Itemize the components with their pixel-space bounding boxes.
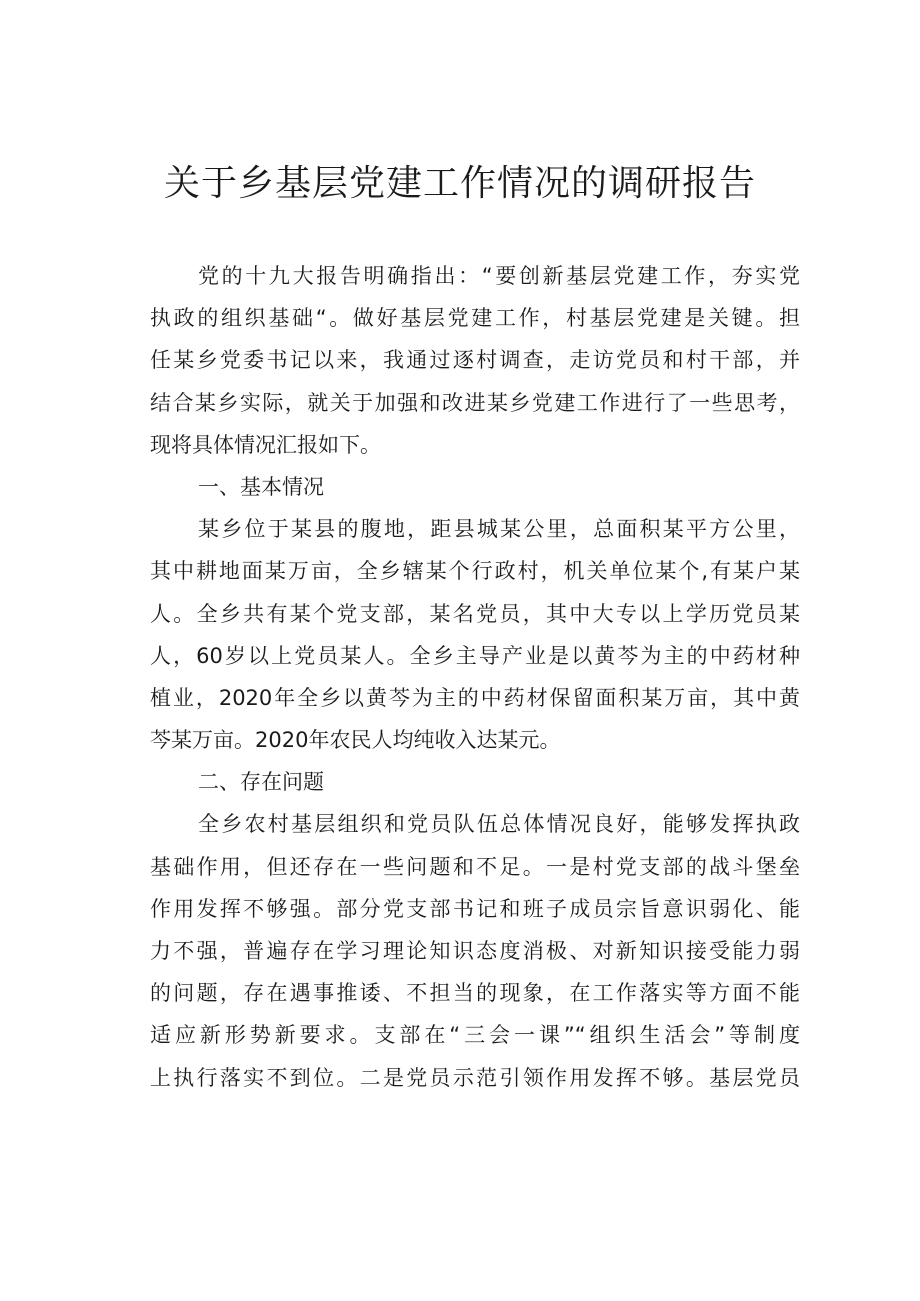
document-body: [150, 255, 800, 1099]
document-title: 关于乡基层党建工作情况的调研报告: [163, 163, 756, 204]
paragraph-line: 人。全乡共有某个党支部，某名党员，其中大专以上学历党员某: [150, 601, 800, 626]
paragraph-line: 全乡农村基层组织和党员队伍总体情况良好，能够发挥执政: [198, 812, 800, 837]
paragraph-line: 适应新形势新要求。支部在“三会一课”“组织生活会”等制度: [150, 1023, 800, 1048]
paragraph-line: 某乡位于某县的腹地，距县城某公里，总面积某平方公里，: [198, 517, 800, 542]
paragraph-line: 的问题，存在遇事推诿、不担当的现象，在工作落实等方面不能: [150, 981, 800, 1006]
paragraph: [150, 508, 800, 761]
section-heading: 二、存在问题: [198, 770, 324, 795]
paragraph-line: 其中耕地面某万亩，全乡辖某个行政村，机关单位某个,有某户某: [150, 559, 800, 584]
paragraph-line: 力不强，普遍存在学习理论知识态度消极、对新知识接受能力弱: [150, 939, 800, 963]
paragraph-line: 现将具体情况汇报如下。: [150, 432, 381, 457]
paragraph-line: 任某乡党委书记以来，我通过逐村调查，走访党员和村干部，并: [150, 348, 800, 373]
paragraph-line: 芩某万亩。2020年农民人均纯收入达某元。: [150, 728, 561, 753]
paragraph-line: 结合某乡实际，就关于加强和改进某乡党建工作进行了一些思考，: [150, 390, 800, 415]
section-heading: 一、基本情况: [198, 474, 324, 499]
paragraph-line: 党的十九大报告明确指出：“要创新基层党建工作，夯实党: [198, 264, 800, 288]
paragraph-line: 植业，2020年全乡以黄芩为主的中药材保留面积某万亩，其中黄: [150, 685, 800, 710]
paragraph-line: 人，60岁以上党员某人。全乡主导产业是以黄芩为主的中药材种: [150, 643, 800, 668]
paragraph-line: 作用发挥不够强。部分党支部书记和班子成员宗旨意识弱化、能: [150, 896, 800, 921]
paragraph-line: 执政的组织基础“。做好基层党建工作，村基层党建是关键。担: [150, 306, 800, 331]
paragraph: [150, 255, 800, 466]
paragraph: [150, 803, 800, 1098]
paragraph-line: 基础作用，但还存在一些问题和不足。一是村党支部的战斗堡垒: [150, 854, 800, 879]
paragraph-line: 上执行落实不到位。二是党员示范引领作用发挥不够。基层党员: [150, 1065, 800, 1090]
